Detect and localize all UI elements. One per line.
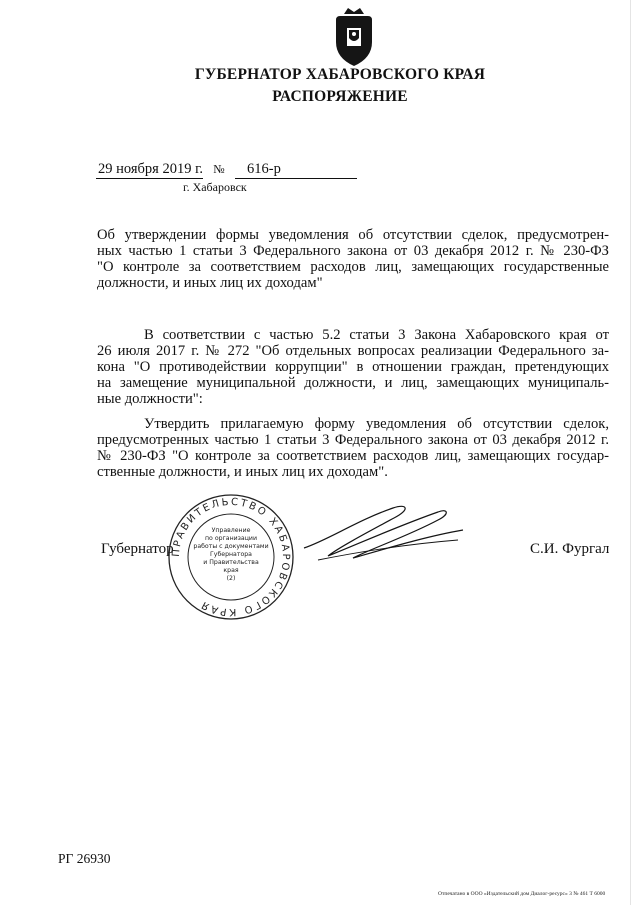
scan-edge — [630, 0, 631, 905]
official-stamp — [166, 492, 296, 622]
preamble-line: на замещение муниципальной должности, и лиц, замещающих муниципаль- — [97, 375, 609, 391]
signatory-name: С.И. Фургал — [530, 541, 610, 557]
stamp-center-line: Управление — [211, 527, 251, 534]
stamp-center-line: края — [223, 567, 239, 574]
preamble-line: В соответствии с частью 5.2 статьи 3 Закона Хабаровского края от — [144, 327, 609, 343]
subject-line: должности, и иных лиц их доходам" — [97, 275, 323, 291]
preamble-line: кона "О противодействии коррупции" в отношении граждан, претендующих — [97, 359, 609, 375]
preamble-line: ные должности": — [97, 391, 203, 407]
subject-line: Об утверждении формы уведомления об отсутствии сделок, предусмотрен- — [97, 227, 609, 243]
city: г. Хабаровск — [183, 180, 247, 194]
preamble-line: 26 июля 2017 г. № 272 "Об отдельных вопросах реализации Федерального за- — [97, 343, 609, 359]
date-number-line — [96, 161, 357, 179]
document-type: РАСПОРЯЖЕНИЕ — [272, 88, 408, 105]
stamp-center-line: работы с документами — [193, 543, 269, 550]
stamp-ring-text: ПРАВИТЕЛЬСТВО ХАБАРОВСКОГО КРАЯ — [170, 496, 292, 618]
stamp-center-line: и Правительства — [203, 559, 259, 566]
order-line: Утвердить прилагаемую форму уведомления об отсутствии сделок, — [144, 416, 609, 432]
coat-of-arms-icon — [330, 8, 378, 68]
subject-line: "О контроле за соответствием расходов лиц, замещающих государственные — [97, 259, 609, 275]
order-line: № 230-ФЗ "О контроле за соответствием расходов лиц, замещающих государ- — [97, 448, 609, 464]
stamp-center-line: (2) — [226, 575, 236, 582]
document-number: 616-р — [235, 161, 357, 179]
stamp-center-line: по организации — [205, 535, 257, 542]
subject-line: ных частью 1 статьи 3 Федерального закона от 03 декабря 2012 г. № 230-ФЗ — [97, 243, 609, 259]
order-line: ственные должности, и иных лиц их доходам". — [97, 464, 388, 480]
number-label: № — [213, 162, 225, 176]
handwritten-signature — [298, 500, 468, 570]
document-date: 29 ноября 2019 г. — [98, 161, 204, 177]
subject-paragraph — [97, 227, 609, 291]
order-paragraph — [97, 416, 609, 480]
issuer-title: ГУБЕРНАТОР ХАБАРОВСКОГО КРАЯ — [194, 66, 486, 83]
stamp-center-line: Губернатора — [210, 551, 252, 558]
signatory-title: Губернатор — [101, 541, 174, 557]
preamble-paragraph — [97, 327, 609, 407]
printer-note: Отпечатано в ООО «Издательский дом Диалог-ресурс» 3 № 461 Т 6000 — [438, 891, 606, 897]
order-line: предусмотренных частью 1 статьи 3 Федерального закона от 03 декабря 2012 г. — [97, 432, 609, 448]
registration-number: РГ 26930 — [58, 851, 111, 866]
